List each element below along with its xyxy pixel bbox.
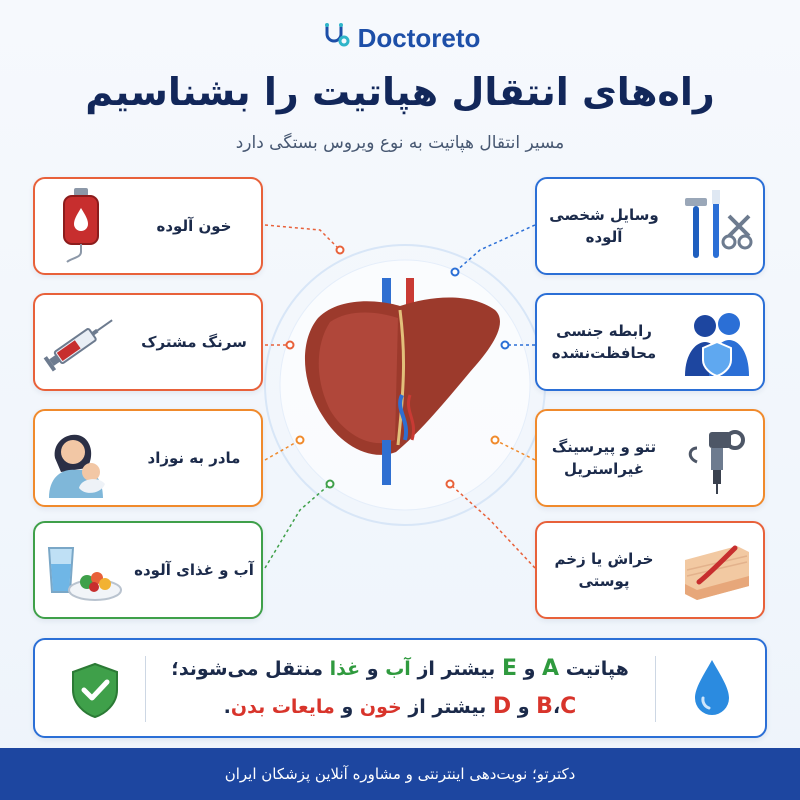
card-contaminated-water-food [33,521,263,619]
card-shared-syringe [33,293,263,391]
brand-name: Doctoreto [357,22,481,53]
skin-wound-icon [671,524,763,616]
page-subtitle: مسیر انتقال هپاتیت به نوع ویروس بستگی دارد [235,133,565,153]
footer-bar [0,748,800,800]
water-food-icon [35,524,127,616]
card-label: وسایل شخصی آلوده [549,206,659,246]
card-unprotected-sex [535,293,765,391]
shield-check-icon [65,660,125,724]
card-label: تتو و پیرسینگ غیراستریل [551,438,657,478]
razor-toothbrush-icon [671,180,763,272]
mother-baby-icon [35,412,127,504]
couple-shield-icon [671,296,763,388]
card-contaminated-blood [33,177,263,275]
info-box [33,638,767,738]
card-label: آب و غذای آلوده [134,561,254,579]
card-mother-to-baby [33,409,263,507]
water-drop-icon [687,656,737,724]
card-label: سرنگ مشترک [141,333,247,351]
info-line-1: هپاتیت A و E بیشتر از آب و غذا منتقل می‌شوند؛ [171,656,629,681]
blood-bag-icon [35,180,127,272]
card-tattoo-piercing [535,409,765,507]
card-label: خراش یا زخم پوستی [554,550,654,590]
card-skin-wound [535,521,765,619]
tattoo-machine-icon [671,412,763,504]
card-label: مادر به نوزاد [147,449,241,467]
card-personal-items [535,177,765,275]
syringe-icon [35,296,127,388]
footer-text: دکترتو؛ نوبت‌دهی اینترنتی و مشاوره آنلاین پزشکان ایران [224,765,576,783]
card-label: رابطه جنسی محافظت‌نشده [551,322,657,362]
card-label: خون آلوده [156,217,232,235]
page-title: راه‌های انتقال هپاتیت را بشناسیم [85,70,715,114]
info-line-2: B،C و D بیشتر از خون و مایعات بدن. [223,694,577,719]
